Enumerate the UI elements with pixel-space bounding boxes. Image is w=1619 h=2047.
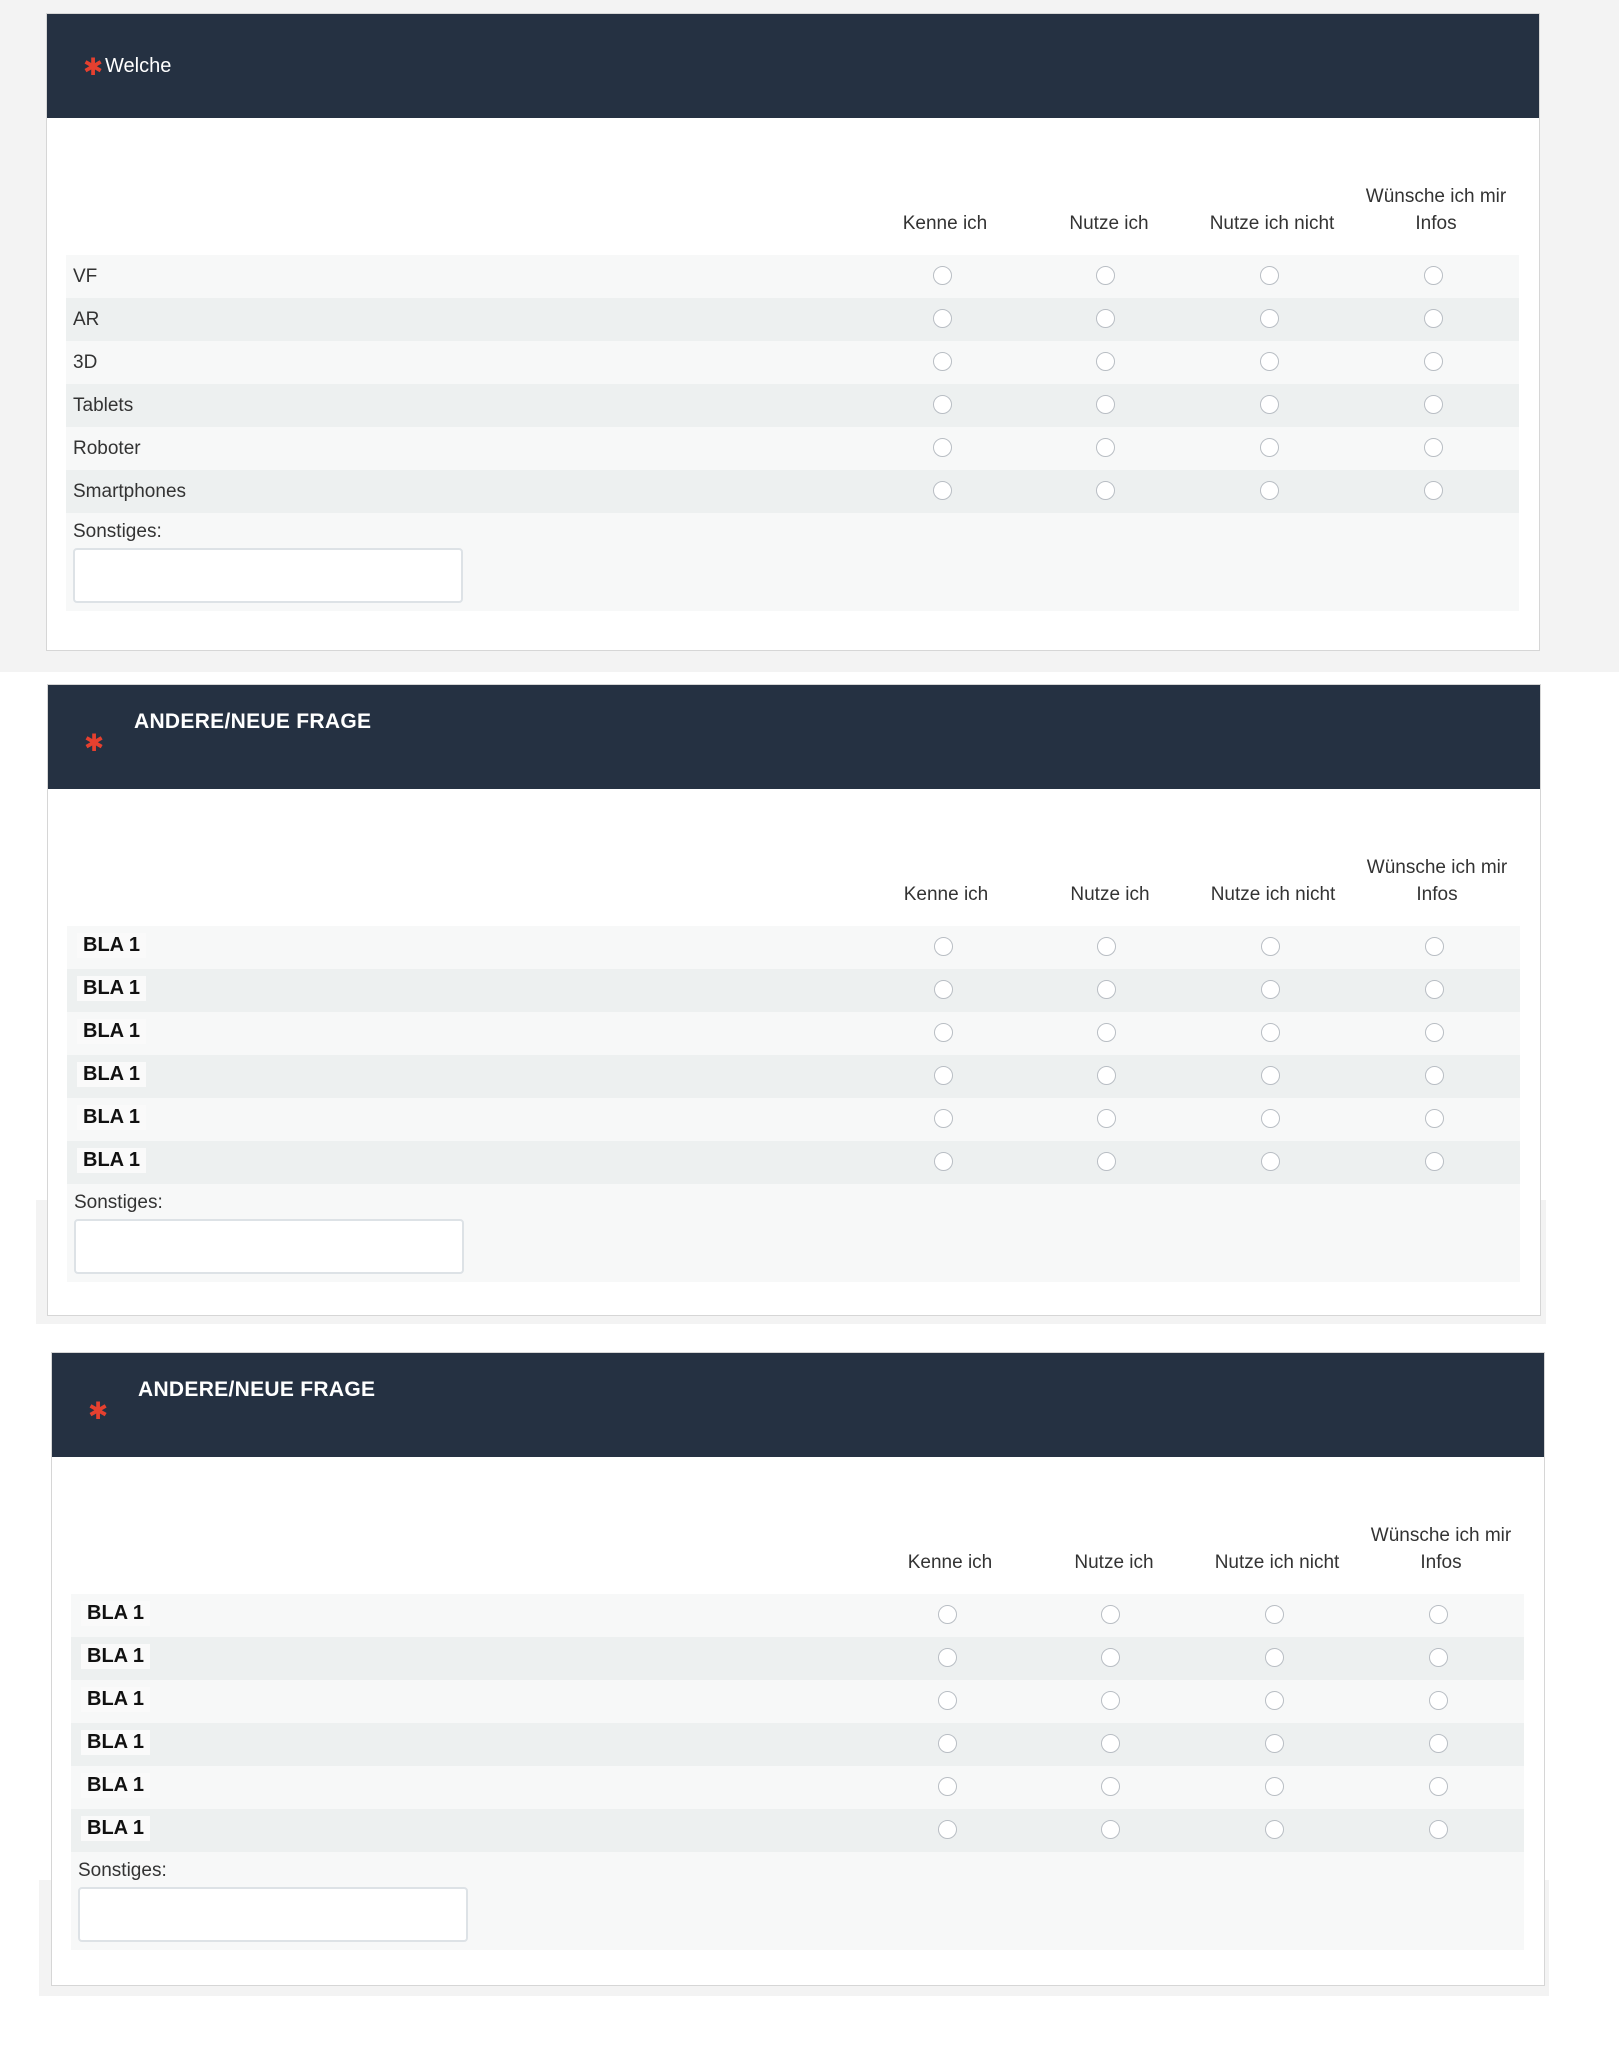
- column-header-nutze-ich: Nutze ich: [1070, 884, 1150, 905]
- table-row: [71, 1809, 1524, 1852]
- question-header: [47, 14, 1539, 118]
- radio-wuensche-infos[interactable]: [1424, 309, 1443, 328]
- radio-nutze-ich-nicht[interactable]: [1261, 1109, 1280, 1128]
- radio-nutze-ich[interactable]: [1097, 1023, 1116, 1042]
- radio-nutze-ich[interactable]: [1097, 1152, 1116, 1171]
- question-header: [52, 1353, 1544, 1457]
- matrix-rows: [71, 1594, 1524, 1852]
- radio-nutze-ich-nicht[interactable]: [1260, 309, 1279, 328]
- other-label: Sonstiges:: [78, 1860, 167, 1881]
- radio-kenne-ich[interactable]: [934, 980, 953, 999]
- row-label: BLA 1: [77, 1019, 146, 1044]
- radio-nutze-ich-nicht[interactable]: [1265, 1648, 1284, 1667]
- other-block: [66, 513, 1519, 611]
- row-label: Roboter: [73, 438, 141, 459]
- radio-nutze-ich-nicht[interactable]: [1260, 266, 1279, 285]
- radio-nutze-ich[interactable]: [1096, 395, 1115, 414]
- radio-nutze-ich[interactable]: [1097, 980, 1116, 999]
- radio-nutze-ich[interactable]: [1097, 1066, 1116, 1085]
- radio-nutze-ich[interactable]: [1096, 438, 1115, 457]
- row-label: VF: [73, 266, 98, 287]
- row-label: BLA 1: [81, 1601, 150, 1626]
- table-row: [66, 470, 1519, 513]
- radio-nutze-ich-nicht[interactable]: [1265, 1605, 1284, 1624]
- table-row: [66, 298, 1519, 341]
- radio-nutze-ich-nicht[interactable]: [1260, 481, 1279, 500]
- radio-nutze-ich-nicht[interactable]: [1261, 937, 1280, 956]
- matrix-rows: [66, 255, 1519, 513]
- radio-kenne-ich[interactable]: [938, 1648, 957, 1667]
- radio-kenne-ich[interactable]: [938, 1605, 957, 1624]
- required-asterisk-icon: ✱: [84, 730, 105, 757]
- radio-nutze-ich-nicht[interactable]: [1265, 1691, 1284, 1710]
- question-title: Welche: [105, 55, 172, 77]
- radio-wuensche-infos[interactable]: [1424, 395, 1443, 414]
- table-row: [71, 1680, 1524, 1723]
- other-block: [67, 1184, 1520, 1282]
- radio-wuensche-infos[interactable]: [1425, 937, 1444, 956]
- radio-wuensche-infos[interactable]: [1429, 1648, 1448, 1667]
- radio-wuensche-infos[interactable]: [1424, 266, 1443, 285]
- row-label: BLA 1: [77, 1062, 146, 1087]
- table-row: [67, 1141, 1520, 1184]
- required-asterisk-icon: ✱: [88, 1398, 109, 1425]
- radio-wuensche-infos[interactable]: [1429, 1691, 1448, 1710]
- radio-kenne-ich[interactable]: [933, 481, 952, 500]
- row-label: Smartphones: [73, 481, 187, 502]
- column-header-wuensche-ich-mir-infos: Wünsche ich mir Infos: [1365, 186, 1507, 234]
- table-row: [67, 1012, 1520, 1055]
- column-header-nutze-ich: Nutze ich: [1074, 1552, 1154, 1573]
- radio-kenne-ich[interactable]: [933, 395, 952, 414]
- radio-nutze-ich[interactable]: [1096, 266, 1115, 285]
- radio-wuensche-infos[interactable]: [1425, 1109, 1444, 1128]
- table-row: [67, 969, 1520, 1012]
- radio-wuensche-infos[interactable]: [1425, 1152, 1444, 1171]
- table-row: [71, 1594, 1524, 1637]
- radio-wuensche-infos[interactable]: [1429, 1734, 1448, 1753]
- radio-kenne-ich[interactable]: [934, 1066, 953, 1085]
- row-label: AR: [73, 309, 100, 330]
- radio-wuensche-infos[interactable]: [1429, 1820, 1448, 1839]
- other-text-input[interactable]: [73, 548, 463, 603]
- radio-nutze-ich-nicht[interactable]: [1265, 1734, 1284, 1753]
- radio-nutze-ich[interactable]: [1101, 1691, 1120, 1710]
- other-block: [71, 1852, 1524, 1950]
- radio-nutze-ich-nicht[interactable]: [1261, 1152, 1280, 1171]
- radio-nutze-ich[interactable]: [1096, 352, 1115, 371]
- column-header-kenne-ich: Kenne ich: [903, 884, 989, 905]
- table-row: [71, 1766, 1524, 1809]
- radio-wuensche-infos[interactable]: [1424, 481, 1443, 500]
- radio-nutze-ich-nicht[interactable]: [1260, 352, 1279, 371]
- radio-nutze-ich[interactable]: [1097, 1109, 1116, 1128]
- radio-nutze-ich-nicht[interactable]: [1261, 1066, 1280, 1085]
- row-label: BLA 1: [81, 1687, 150, 1712]
- row-label: BLA 1: [81, 1773, 150, 1798]
- radio-kenne-ich[interactable]: [934, 1152, 953, 1171]
- radio-kenne-ich[interactable]: [934, 1109, 953, 1128]
- other-text-input[interactable]: [78, 1887, 468, 1942]
- row-label: BLA 1: [77, 933, 146, 958]
- radio-nutze-ich[interactable]: [1097, 937, 1116, 956]
- column-header-nutze-ich-nicht: Nutze ich nicht: [1209, 213, 1335, 234]
- table-row: [66, 341, 1519, 384]
- radio-kenne-ich[interactable]: [938, 1691, 957, 1710]
- question-title: ANDERE/NEUE FRAGE: [138, 1378, 376, 1401]
- radio-wuensche-infos[interactable]: [1425, 980, 1444, 999]
- radio-kenne-ich[interactable]: [938, 1777, 957, 1796]
- other-label: Sonstiges:: [74, 1192, 163, 1213]
- row-label: BLA 1: [81, 1644, 150, 1669]
- radio-wuensche-infos[interactable]: [1429, 1605, 1448, 1624]
- radio-wuensche-infos[interactable]: [1425, 1023, 1444, 1042]
- column-header-nutze-ich-nicht: Nutze ich nicht: [1214, 1552, 1340, 1573]
- radio-nutze-ich[interactable]: [1101, 1648, 1120, 1667]
- row-label: BLA 1: [81, 1730, 150, 1755]
- question-card-3: [51, 1352, 1545, 1986]
- column-header-nutze-ich-nicht: Nutze ich nicht: [1210, 884, 1336, 905]
- table-row: [66, 255, 1519, 298]
- question-body: [52, 1457, 1544, 1985]
- row-label: BLA 1: [81, 1816, 150, 1841]
- radio-nutze-ich[interactable]: [1101, 1605, 1120, 1624]
- radio-kenne-ich[interactable]: [934, 1023, 953, 1042]
- table-row: [67, 1098, 1520, 1141]
- radio-wuensche-infos[interactable]: [1424, 352, 1443, 371]
- table-row: [66, 427, 1519, 470]
- radio-wuensche-infos[interactable]: [1429, 1777, 1448, 1796]
- radio-nutze-ich[interactable]: [1096, 481, 1115, 500]
- radio-nutze-ich-nicht[interactable]: [1260, 395, 1279, 414]
- table-row: [67, 926, 1520, 969]
- radio-nutze-ich-nicht[interactable]: [1260, 438, 1279, 457]
- radio-kenne-ich[interactable]: [938, 1734, 957, 1753]
- radio-kenne-ich[interactable]: [933, 266, 952, 285]
- radio-kenne-ich[interactable]: [938, 1820, 957, 1839]
- radio-kenne-ich[interactable]: [934, 937, 953, 956]
- question-title: ANDERE/NEUE FRAGE: [134, 710, 372, 733]
- column-header-kenne-ich: Kenne ich: [907, 1552, 993, 1573]
- radio-nutze-ich-nicht[interactable]: [1261, 980, 1280, 999]
- radio-kenne-ich[interactable]: [933, 352, 952, 371]
- radio-nutze-ich[interactable]: [1101, 1734, 1120, 1753]
- table-row: [67, 1055, 1520, 1098]
- question-card-2: [47, 684, 1541, 1316]
- row-label: BLA 1: [77, 1105, 146, 1130]
- other-text-input[interactable]: [74, 1219, 464, 1274]
- column-header-kenne-ich: Kenne ich: [902, 213, 988, 234]
- radio-nutze-ich[interactable]: [1101, 1777, 1120, 1796]
- radio-nutze-ich[interactable]: [1101, 1820, 1120, 1839]
- table-row: [71, 1637, 1524, 1680]
- row-label: BLA 1: [77, 976, 146, 1001]
- question-body: [48, 789, 1540, 1315]
- question-header: [48, 685, 1540, 789]
- matrix-rows: [67, 926, 1520, 1184]
- column-header-nutze-ich: Nutze ich: [1069, 213, 1149, 234]
- radio-nutze-ich-nicht[interactable]: [1265, 1820, 1284, 1839]
- table-row: [71, 1723, 1524, 1766]
- row-label: BLA 1: [77, 1148, 146, 1173]
- required-asterisk-icon: ✱: [83, 54, 104, 81]
- radio-nutze-ich-nicht[interactable]: [1265, 1777, 1284, 1796]
- column-header-wuensche-ich-mir-infos: Wünsche ich mir Infos: [1366, 857, 1508, 905]
- radio-nutze-ich-nicht[interactable]: [1261, 1023, 1280, 1042]
- question-body: [47, 118, 1539, 650]
- radio-wuensche-infos[interactable]: [1425, 1066, 1444, 1085]
- other-label: Sonstiges:: [73, 521, 162, 542]
- radio-kenne-ich[interactable]: [933, 309, 952, 328]
- table-row: [66, 384, 1519, 427]
- row-label: 3D: [73, 352, 98, 373]
- row-label: Tablets: [73, 395, 134, 416]
- column-header-wuensche-ich-mir-infos: Wünsche ich mir Infos: [1370, 1525, 1512, 1573]
- radio-nutze-ich[interactable]: [1096, 309, 1115, 328]
- question-card-1: [46, 13, 1540, 651]
- radio-kenne-ich[interactable]: [933, 438, 952, 457]
- radio-wuensche-infos[interactable]: [1424, 438, 1443, 457]
